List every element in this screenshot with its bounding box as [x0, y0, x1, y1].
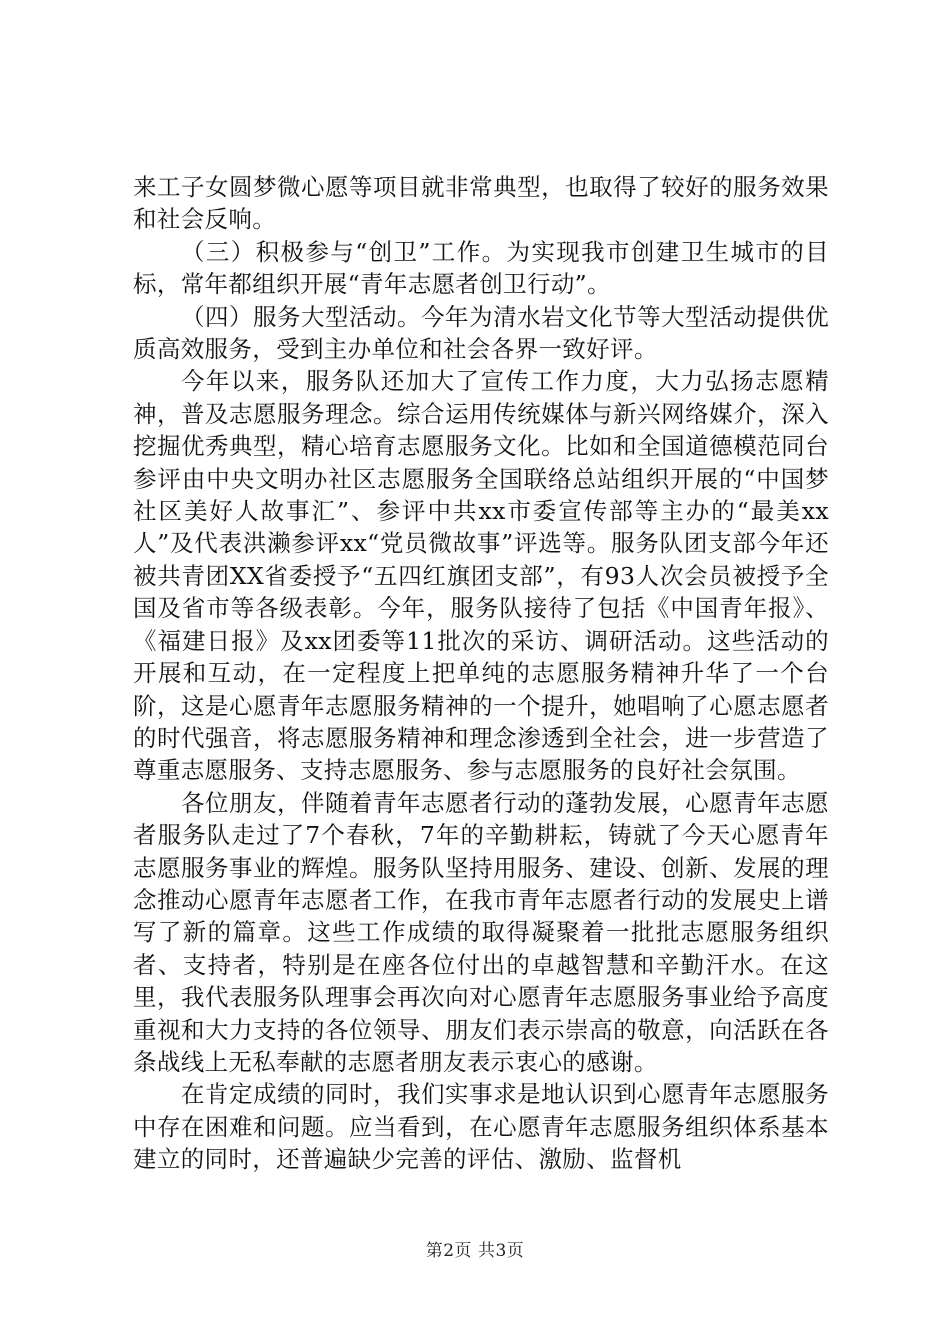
paragraph-3: （四）服务大型活动。今年为清水岩文化节等大型活动提供优质高效服务，受到主办单位和社会各界一致好评。	[133, 302, 829, 364]
page-footer: 第2页 共3页	[425, 1241, 525, 1261]
paragraph-2: （三）积极参与“创卫”工作。为实现我市创建卫生城市的目标，常年都组织开展“青年志愿者创卫行动”。	[133, 237, 829, 299]
paragraph-4: 今年以来，服务队还加大了宣传工作力度，大力弘扬志愿精神，普及志愿服务理念。综合运用传统媒体与新兴网络媒介，深入挖掘优秀典型，精心培育志愿服务文化。比如和全国道德模范同台参评由中央文明办社区志愿服务全国联络总站组织开展的“中国梦社区美好人故事汇”、参评中共xx市委宣传部等主办的“最美xx人”及代表洪濑参评xx“党员微故事”评选等。服务队团支部今年还被共青团XX省委授予“五四红旗团支部”，有93人次会员被授予全国及省市等各级表彰。今年，服务队接待了包括《中国青年报》、《福建日报》及xx团委等11批次的采访、调研活动。这些活动的开展和互动，在一定程度上把单纯的志愿服务精神升华了一个台阶，这是心愿青年志愿服务精神的一个提升，她唱响了心愿志愿者的时代强音，将志愿服务精神和理念渗透到全社会，进一步营造了尊重志愿服务、支持志愿服务、参与志愿服务的良好社会氛围。	[133, 367, 829, 785]
paragraph-6: 在肯定成绩的同时，我们实事求是地认识到心愿青年志愿服务中存在困难和问题。应当看到，在心愿青年志愿服务组织体系基本建立的同时，还普遍缺少完善的评估、激励、监督机	[133, 1080, 829, 1174]
paragraph-1: 来工子女圆梦微心愿等项目就非常典型，也取得了较好的服务效果和社会反响。	[133, 173, 829, 234]
paragraph-5: 各位朋友，伴随着青年志愿者行动的蓬勃发展，心愿青年志愿者服务队走过了7个春秋，7年的辛勤耕耘，铸就了今天心愿青年志愿服务事业的辉煌。服务队坚持用服务、建设、创新、发展的理念推动心愿青年志愿者工作，在我市青年志愿者行动的发展史上谱写了新的篇章。这些工作成绩的取得凝聚着一批批志愿服务组织者、支持者，特别是在座各位付出的卓越智慧和辛勤汗水。在这里，我代表服务队理事会再次向对心愿青年志愿服务事业给予高度重视和大力支持的各位领导、朋友们表示崇高的敬意，向活跃在各条战线上无私奉献的志愿者朋友表示衷心的感谢。	[133, 788, 829, 1076]
document-body	[133, 171, 829, 1176]
